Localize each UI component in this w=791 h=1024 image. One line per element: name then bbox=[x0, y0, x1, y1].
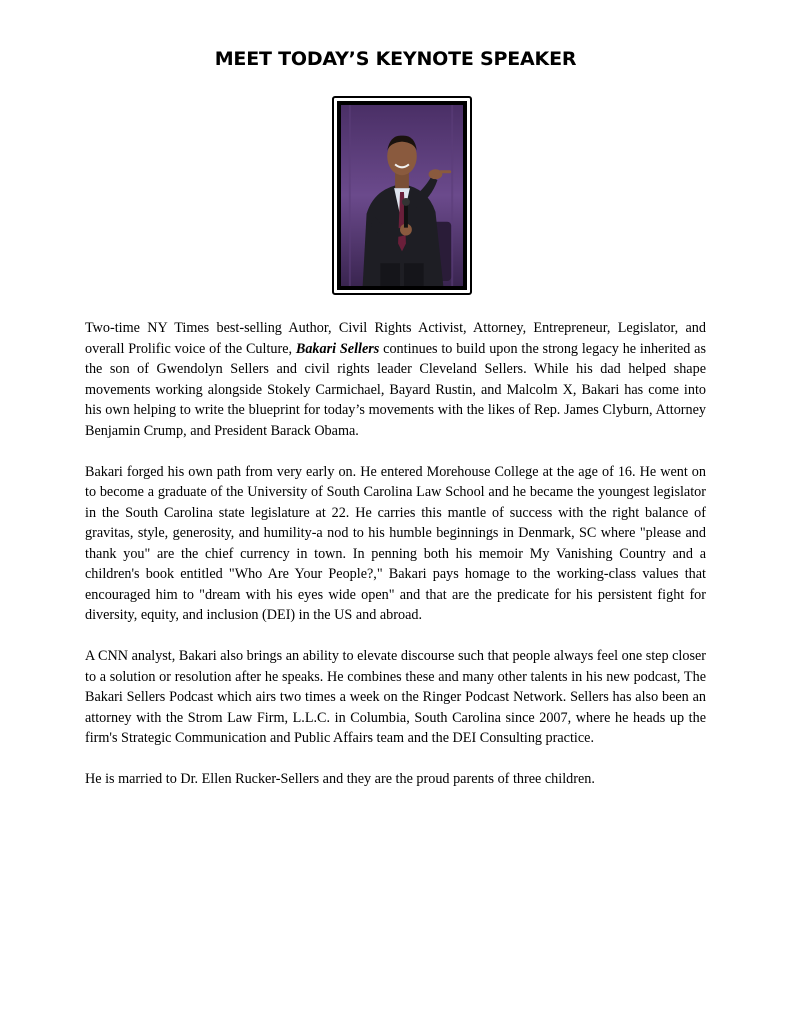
speaker-portrait-image bbox=[341, 105, 463, 286]
speaker-name: Bakari Sellers bbox=[295, 340, 380, 357]
speaker-bio bbox=[85, 318, 706, 810]
page-title: MEET TODAY’S KEYNOTE SPEAKER bbox=[214, 48, 577, 70]
speaker-photo bbox=[337, 101, 467, 290]
bio-paragraph-4: He is married to Dr. Ellen Rucker-Sellers and they are the proud parents of three children. bbox=[85, 771, 595, 787]
bio-paragraph-1-rest: continues to build upon the strong legacy he inherited as the son of Gwendolyn Sellers and civil rights leader Cleveland Sellers. While his dad helped shape movements working alongside Stokely Carmichael, Bayard Rustin, and Malcolm X, Bakari has come into his own helping to write the blueprint for today’s movements with the likes of Rep. James Clyburn, Attorney Benjamin Crump, and President Barack Obama. bbox=[85, 340, 706, 439]
bio-paragraph-2: Bakari forged his own path from very early on. He entered Morehouse College at the age of 16. He went on to become a graduate of the University of South Carolina Law School and he became the youngest legislator in the South Carolina state legislature at 22. He carries this mantle of success with the right balance of gravitas, style, generosity, and humility-a nod to his humble beginnings in Denmark, SC where "please and thank you" are the chief currency in town. In penning both his memoir My Vanishing Country and a children's book entitled "Who Are Your People?," Bakari pays homage to the working-class values that encouraged him to "dream with his eyes wide open" and that are the predicate for his persistent fight for diversity, equity, and inclusion (DEI) in the US and abroad. bbox=[85, 463, 706, 623]
bio-paragraph-1-intro: Two-time NY Times best-selling Author, Civil Rights Activist, Attorney, Entrepreneur, Legislator, and overall Prolific voice of the Culture, bbox=[85, 320, 706, 357]
bio-paragraph-3: A CNN analyst, Bakari also brings an ability to elevate discourse such that people always feel one step closer to a solution or resolution after he speaks. He combines these and many other talents in his new podcast, The Bakari Sellers Podcast which airs two times a week on the Ringer Podcast Network. Sellers has also been an attorney with the Strom Law Firm, L.L.C. in Columbia, South Carolina since 2007, where he heads up the firm's Strategic Communication and Public Affairs team and the DEI Consulting practice. bbox=[85, 648, 706, 746]
speaker-photo-frame bbox=[332, 96, 472, 295]
bio-paragraph-1 bbox=[85, 318, 706, 441]
